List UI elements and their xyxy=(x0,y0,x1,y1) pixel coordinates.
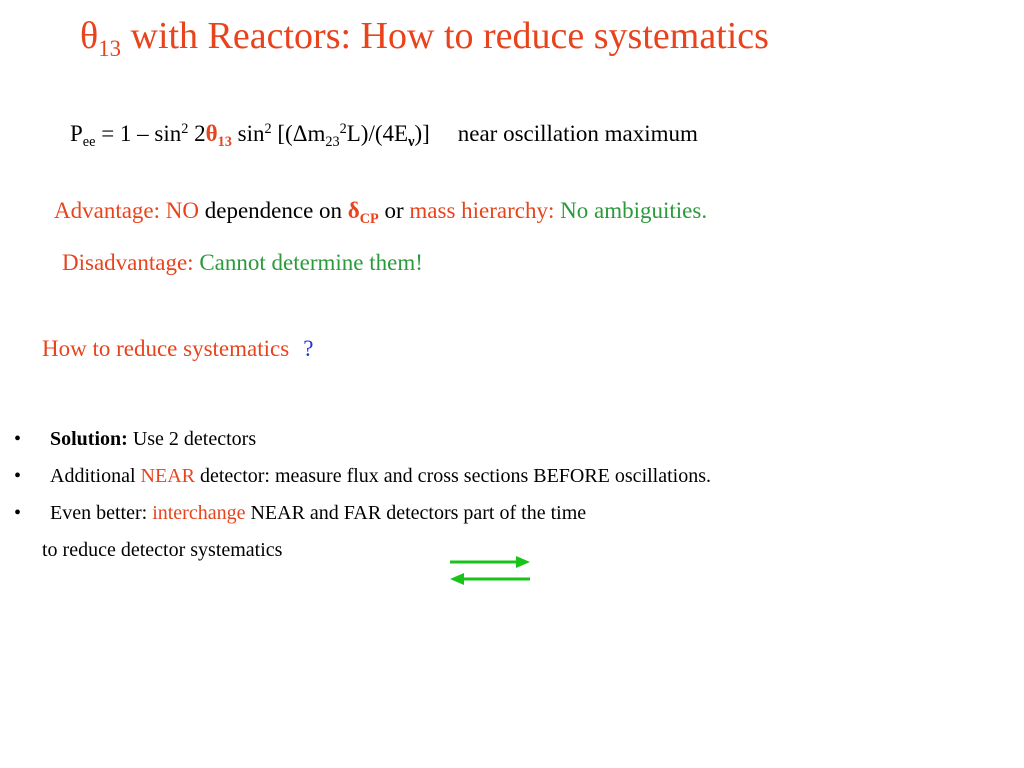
formula-sup-b: 2 xyxy=(264,121,272,138)
howto-text: How to reduce systematics xyxy=(42,336,290,361)
formula-theta: θ xyxy=(205,121,218,146)
advantage-mass-hierarchy: mass hierarchy: xyxy=(409,198,555,223)
formula-note: near oscillation maximum xyxy=(457,121,698,146)
bullet-near-post: detector: measure flux and cross sections BEFORE oscillations. xyxy=(195,465,712,487)
bullet-solution-text: Use 2 detectors xyxy=(127,428,257,450)
bullet-item-solution xyxy=(14,428,256,451)
formula-part4: [(Δm xyxy=(271,121,326,146)
formula-dm-sup: 2 xyxy=(339,121,347,138)
bullet-marker: • xyxy=(14,465,22,487)
bullet-near-pre: Additional xyxy=(50,465,141,487)
survival-probability-formula xyxy=(70,121,698,150)
bullet-item-near-detector xyxy=(14,465,711,488)
bullet-item-interchange xyxy=(14,502,586,525)
formula-dm-sub: 23 xyxy=(325,133,340,150)
formula-p: P xyxy=(70,121,83,146)
slide-title xyxy=(80,14,769,61)
advantage-line xyxy=(54,198,708,227)
title-theta-subscript: 13 xyxy=(98,35,121,61)
title-text: with Reactors: How to reduce systematics xyxy=(121,15,769,57)
formula-nu-sub: ν xyxy=(408,133,415,150)
disadvantage-label: Disadvantage: xyxy=(62,250,194,275)
formula-part3: sin xyxy=(231,121,265,146)
advantage-or: or xyxy=(378,198,410,223)
bullet-interchange-post: NEAR and FAR detectors part of the time xyxy=(245,502,587,524)
disadvantage-line xyxy=(62,250,423,276)
advantage-label: Advantage: NO xyxy=(54,198,199,223)
formula-part1: = 1 – sin xyxy=(95,121,182,146)
formula-part2: 2 xyxy=(188,121,206,146)
advantage-delta-sub: CP xyxy=(359,210,379,227)
bullet-marker: • xyxy=(14,428,22,450)
bullet-solution-label: Solution: xyxy=(50,428,128,450)
howto-question-mark: ? xyxy=(303,336,314,361)
advantage-conclusion: No ambiguities. xyxy=(554,198,708,223)
bullet-near-keyword: NEAR xyxy=(140,465,195,487)
bullet-continuation: to reduce detector systematics xyxy=(42,539,283,561)
formula-p-sub: ee xyxy=(82,133,96,150)
howto-question xyxy=(42,336,313,362)
formula-part6: )] xyxy=(414,121,430,146)
swap-arrows-icon xyxy=(448,554,532,586)
formula-part5: L)/(4E xyxy=(346,121,409,146)
disadvantage-text: Cannot determine them! xyxy=(193,250,423,275)
bullet-marker: • xyxy=(14,502,22,524)
formula-sup-a: 2 xyxy=(181,121,189,138)
advantage-mid: dependence on xyxy=(199,198,348,223)
bullet-interchange-pre: Even better: xyxy=(50,502,153,524)
bullet-interchange-keyword: interchange xyxy=(152,502,246,524)
advantage-delta: δ xyxy=(347,198,360,223)
title-theta: θ xyxy=(80,15,99,57)
formula-theta-sub: 13 xyxy=(217,133,232,150)
